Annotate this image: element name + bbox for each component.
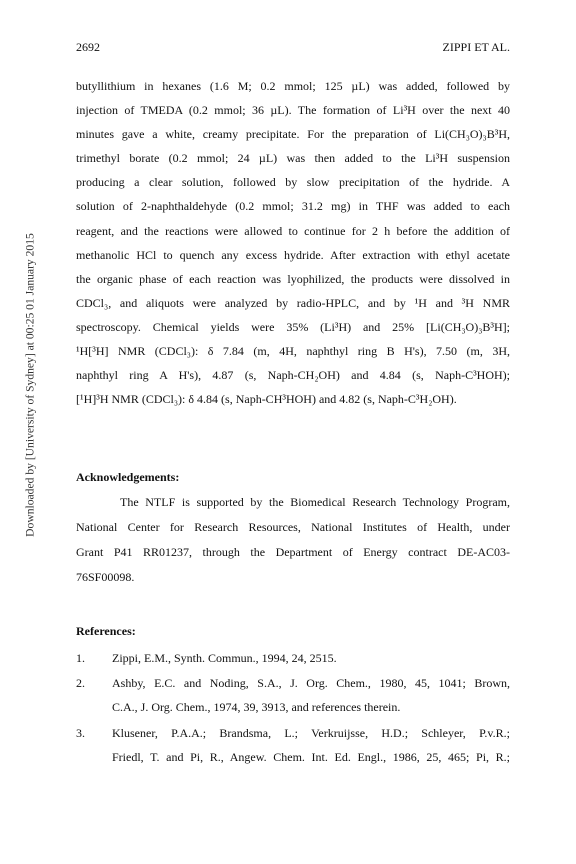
reference-item [76,646,510,670]
body-line: injection of TMEDA (0.2 mmol; 36 µL). The formation of Li³H over the next 40 [76,103,510,118]
body-line: reagent, and the reactions were allowed to continue for 2 h before the addition of [76,223,510,238]
ack-line: The NTLF is supported by the Biomedical Research Technology Program, [120,495,510,509]
reference-line: Friedl, T. and Pi, R., Angew. Chem. Int. Ed. Engl., 1986, 25, 465; Pi, R.; [112,749,510,764]
reference-number: 2. [76,676,85,691]
body-line: naphthyl ring A H's), 4.87 (s, Naph-CH₂OH) and 4.84 (s, Naph-C³HOH); [76,368,510,383]
acknowledgements-heading: Acknowledgements: [76,470,180,484]
body-line: methanolic HCl to quench any excess hydride. After extraction with ethyl acetate [76,247,510,262]
body-line: producing a clear solution, followed by slow precipitation of the hydride. A [76,175,510,190]
references-heading: References: [76,624,136,638]
body-line: ¹H[³H] NMR (CDCl₃): δ 7.84 (m, 4H, naphthyl ring B H's), 7.50 (m, 3H, [76,344,510,359]
body-line: trimethyl borate (0.2 mmol; 24 µL) was then added to the Li³H suspension [76,151,510,166]
reference-line: C.A., J. Org. Chem., 1974, 39, 3913, and references therein. [112,700,401,715]
download-watermark [22,150,38,620]
references-list [76,646,510,769]
experimental-paragraph [76,74,510,411]
body-line: spectroscopy. Chemical yields were 35% (Li³H) and 25% [Li(CH₃O)₃B³H]; [76,319,510,334]
body-line: the organic phase of each reaction was lyophilized, the products were dissolved in [76,271,510,286]
reference-number: 3. [76,725,85,740]
ack-line: Grant P41 RR01237, through the Department of Energy contract DE-AC03- [76,545,510,559]
reference-item [76,721,510,769]
body-line: solution of 2-naphthaldehyde (0.2 mmol; 31.2 mg) in THF was added to each [76,199,510,214]
reference-number: 1. [76,651,85,665]
ack-line: National Center for Research Resources, National Institutes of Health, under [76,520,510,534]
download-notice: Downloaded by [University of Sydney] at 00:25 01 January 2015 [23,233,37,537]
body-line: butyllithium in hexanes (1.6 M; 0.2 mmol; 125 µL) was added, followed by [76,79,510,93]
body-line: CDCl₃, and aliquots were analyzed by radio-HPLC, and by ¹H and ³H NMR [76,295,510,310]
reference-line: Klusener, P.A.A.; Brandsma, L.; Verkruijsse, H.D.; Schleyer, P.v.R.; [112,725,510,740]
reference-line: Ashby, E.C. and Noding, S.A., J. Org. Chem., 1980, 45, 1041; Brown, [112,676,510,691]
reference-line: Zippi, E.M., Synth. Commun., 1994, 24, 2515. [112,651,337,665]
acknowledgements-paragraph [76,490,510,590]
ack-line: 76SF00098. [76,570,135,584]
page-number: 2692 [76,40,100,54]
body-line: minutes gave a white, creamy precipitate. For the preparation of Li(CH₃O)₃B³H, [76,127,510,142]
body-line: [¹H]³H NMR (CDCl₃): δ 4.84 (s, Naph-CH³HOH) and 4.82 (s, Naph-C³H₂OH). [76,392,457,407]
running-head: ZIPPI ET AL. [442,40,510,54]
reference-item [76,671,510,719]
